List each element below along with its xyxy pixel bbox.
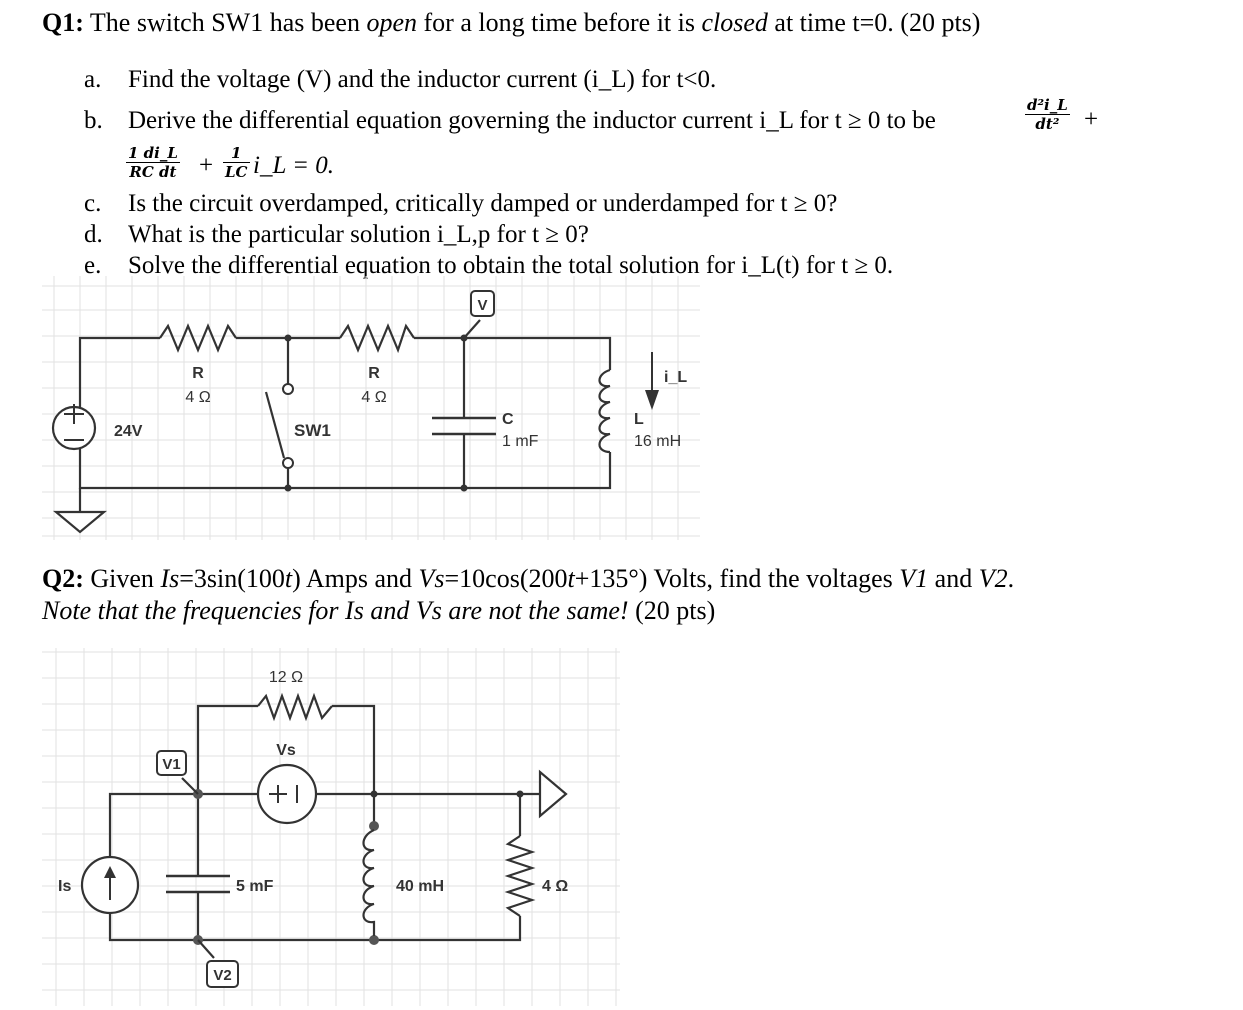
item-label: d. — [84, 221, 103, 248]
q2-is: Is — [160, 564, 180, 593]
item-text: Is the circuit overdamped, critically damped or underdamped for t ≥ 0? — [128, 190, 838, 217]
frac-num: 1 — [223, 144, 250, 163]
vs-label: Vs — [276, 742, 296, 759]
q2-text-6: and — [928, 564, 979, 593]
r2-name-label: R — [368, 365, 380, 382]
q2-label: Q2: — [42, 564, 84, 593]
q2-text-1: Given — [83, 564, 161, 593]
q2-v2: V2 — [978, 564, 1008, 593]
q2-text-7: . — [1007, 564, 1015, 593]
junction-dot — [285, 485, 292, 492]
q2-text-4: =10cos(200 — [444, 564, 568, 593]
item-label: a. — [84, 66, 102, 93]
q2-title — [42, 564, 1014, 594]
q2-t-2: t — [567, 564, 575, 593]
probe-label: V — [477, 297, 488, 314]
inductor-40mh — [364, 830, 375, 936]
current-arrow-icon — [645, 352, 659, 410]
voltage-source-vs — [258, 765, 316, 823]
source-value-label: 24V — [114, 423, 143, 440]
eq-tail: i_L = 0. — [253, 152, 335, 179]
v2-label: V2 — [213, 967, 232, 984]
r1-value-label: 4 Ω — [185, 389, 211, 406]
ground-icon — [56, 512, 104, 532]
item-text: Solve the differential equation to obtain the total solution for i_L(t) for t ≥ 0. — [128, 252, 894, 279]
item-text: Find the voltage (V) and the inductor current (i_L) for t<0. — [128, 66, 717, 93]
eq-plus-2: + — [199, 152, 214, 179]
circuit-2-diagram — [0, 640, 640, 1010]
r1-name-label: R — [192, 365, 204, 382]
cap-name-label: C — [502, 411, 514, 428]
capacitor-5mf — [166, 876, 230, 892]
q2-text-5: +135°) Volts, find the voltages — [574, 564, 900, 593]
cap-5mf-label: 5 mF — [236, 878, 274, 895]
q2-note-italic: Note that the frequencies for Is and Vs are not the same! — [42, 596, 629, 625]
voltage-source-24v — [53, 404, 95, 449]
junction-dot — [371, 791, 378, 798]
item-text: What is the particular solution i_L,p for t ≥ 0? — [128, 221, 589, 248]
circuit-2-grid — [42, 648, 620, 1006]
q2-v1: V1 — [899, 564, 929, 593]
resistor-12-ohm — [258, 696, 332, 718]
q2-t: t — [284, 564, 293, 593]
inductor-40mh-label: 40 mH — [396, 878, 445, 895]
resistor-r1 — [160, 326, 236, 350]
current-label: i_L — [664, 369, 688, 386]
frac-num: 1 di_L — [128, 144, 178, 162]
q1-text-3: at time t=0. (20 pts) — [767, 8, 981, 37]
circuit-1-wires — [80, 338, 610, 512]
current-source-is — [82, 857, 138, 913]
is-label: Is — [58, 878, 72, 895]
resistor-12-label: 12 Ω — [268, 669, 304, 686]
q2-note-rest: (20 pts) — [628, 596, 716, 625]
inductor-terminal — [369, 821, 379, 831]
q2-text-3: ) Amps and — [292, 564, 419, 593]
q1-open: open — [366, 8, 418, 37]
junction-dot — [517, 791, 524, 798]
v1-label: V1 — [162, 756, 181, 773]
frac-den: LC — [225, 163, 248, 181]
ground-icon — [540, 772, 566, 816]
q2-vs: Vs — [418, 564, 445, 593]
frac-num: d²i_L — [1027, 96, 1068, 114]
r2-value-label: 4 Ω — [361, 389, 387, 406]
capacitor-c — [432, 418, 496, 434]
resistor-4-label: 4 Ω — [542, 878, 569, 895]
item-label: b. — [84, 107, 103, 134]
eq-plus-1: + — [1084, 106, 1099, 133]
q1-text-2: for a long time before it is — [417, 8, 702, 37]
item-label: e. — [84, 252, 102, 279]
q1-label: Q1: — [42, 8, 84, 37]
frac-den: dt² — [1035, 115, 1060, 133]
q2-note — [42, 596, 715, 626]
inductor-terminal — [369, 935, 379, 945]
item-text: Derive the differential equation governing the inductor current i_L for t ≥ 0 to be — [128, 107, 936, 134]
switch-sw1 — [266, 384, 293, 468]
ind-name-label: L — [634, 411, 644, 428]
q1-text-1: The switch SW1 has been — [83, 8, 367, 37]
resistor-4-ohm — [508, 836, 532, 916]
item-label: c. — [84, 190, 102, 217]
ind-value-label: 16 mH — [634, 433, 682, 450]
q2-text-2: =3sin(100 — [179, 564, 285, 593]
junction-dot — [285, 335, 292, 342]
junction-dot — [461, 485, 468, 492]
q1-closed: closed — [701, 8, 768, 37]
resistor-r2 — [340, 326, 414, 350]
frac-den: RC dt — [129, 163, 177, 181]
switch-label: SW1 — [294, 421, 331, 440]
cap-value-label: 1 mF — [502, 433, 539, 450]
